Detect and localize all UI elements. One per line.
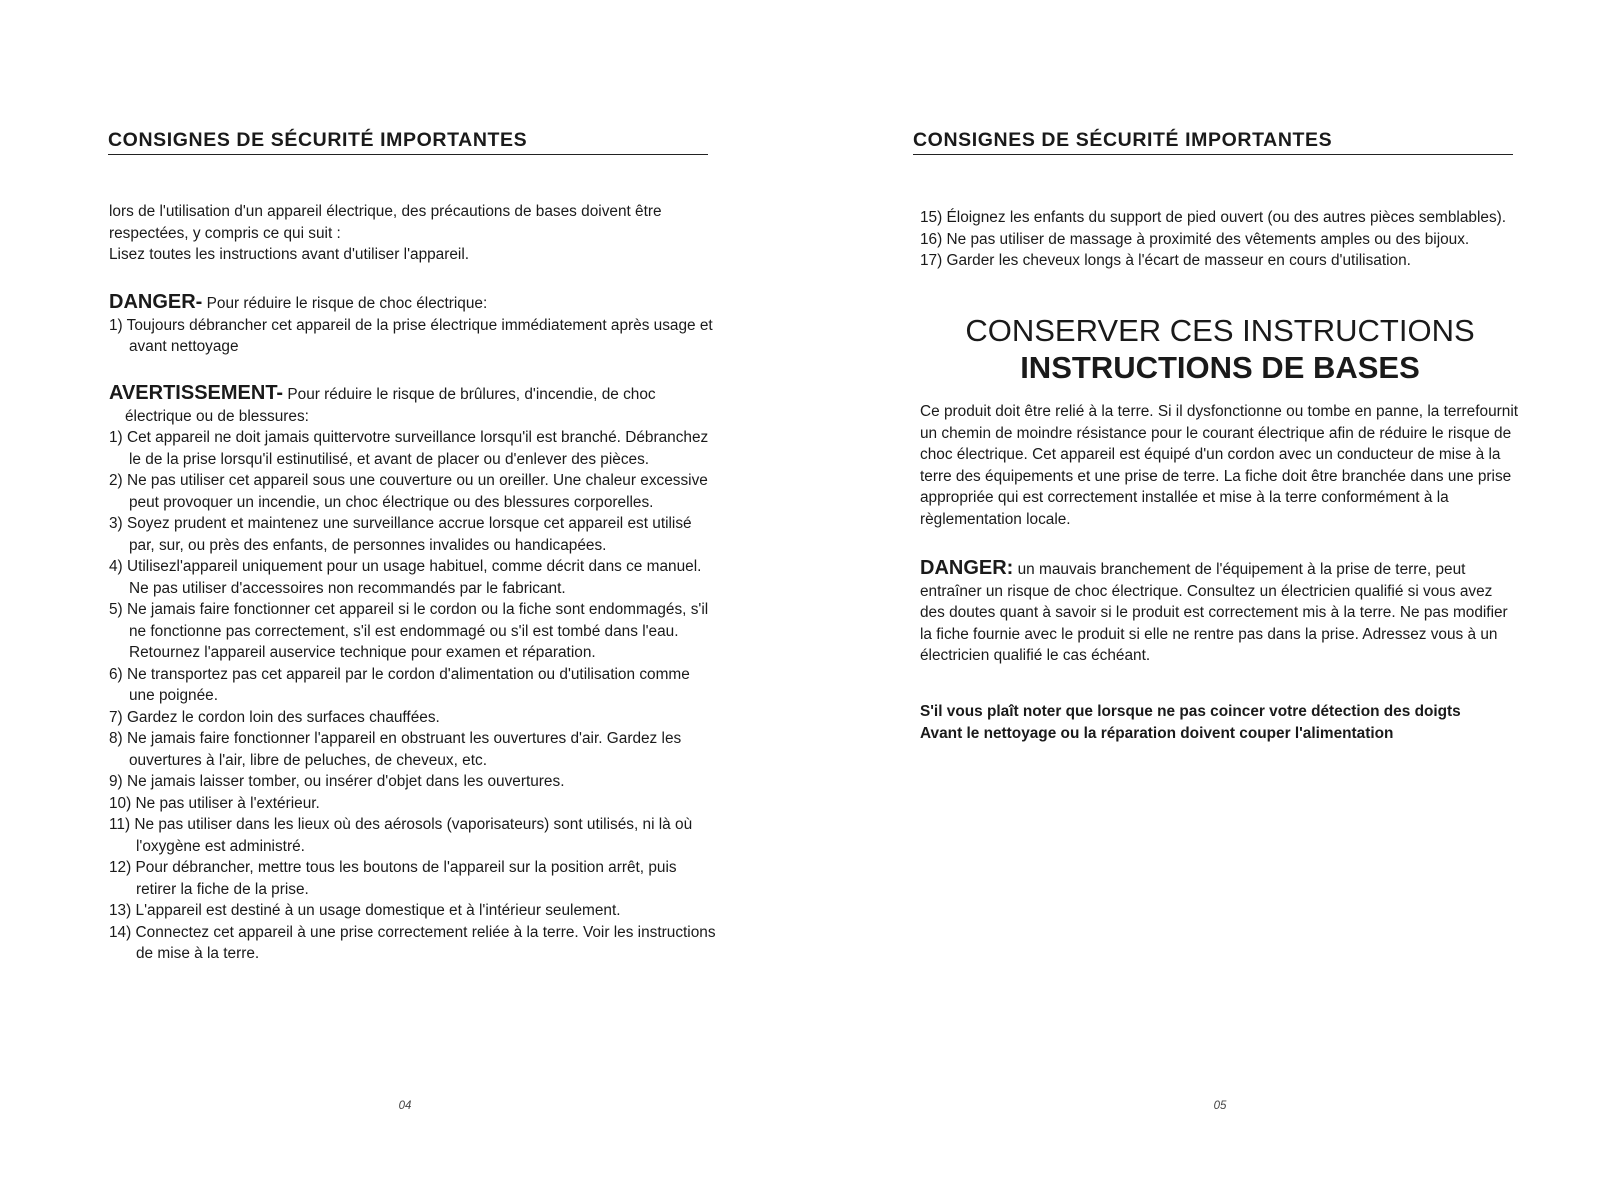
danger-label: DANGER- [109, 291, 203, 313]
warning-item: 1) Cet appareil ne doit jamais quittervotre surveillance lorsqu'il est branché. Débranchez le de la prise lorsqu'il estinutilisé, et avant de placer ou d'enlever des pièces. [109, 429, 709, 468]
warning-text: Pour réduire le risque de brûlures, d'incendie, de choc électrique ou de blessures: [125, 386, 656, 425]
warning-item: 8) Ne jamais faire fonctionner l'appareil en obstruant les ouvertures d'air. Gardez les ouvertures à l'air, libre de peluches, de cheveux, etc. [109, 730, 682, 769]
page-right [808, 0, 1616, 1192]
warning-item: 14) Connectez cet appareil à une prise correctement reliée à la terre. Voir les instructions de mise à la terre. [109, 923, 716, 962]
danger-section [920, 558, 1520, 667]
continued-list [920, 207, 1520, 272]
list-item: 17) Garder les cheveux longs à l'écart de masseur en cours d'utilisation. [920, 252, 1411, 269]
danger-label: DANGER: [920, 557, 1014, 579]
warning-item: 4) Utilisezl'appareil uniquement pour un usage habituel, comme décrit dans ce manuel. Ne pas utiliser d'accessoires non recommandés par le fabricant. [109, 558, 702, 597]
note-section [920, 701, 1520, 744]
grounding-paragraph: Ce produit doit être relié à la terre. Si il dysfonctionne ou tombe en panne, la terrefournit un chemin de moindre résistance pour le courant électrique afin de réduire le risque de choc électrique. Cet appareil est équipé d'un cordon avec un conducteur de mise à la terre des équipements et une prise de terre. La fiche doit être branchée dans une prise appropriée qui est correctement installée et mise à la terre conformément à la règlementation locale. [920, 403, 1519, 528]
danger-section [109, 292, 719, 358]
warning-label: AVERTISSEMENT- [109, 382, 284, 404]
page-header: CONSIGNES DE SÉCURITÉ IMPORTANTES [913, 128, 1513, 155]
warning-item: 11) Ne pas utiliser dans les lieux où des aérosols (vaporisateurs) sont utilisés, ni là où l'oxygène est administré. [109, 816, 693, 855]
warning-item: 7) Gardez le cordon loin des surfaces chauffées. [109, 708, 440, 726]
warning-item: 2) Ne pas utiliser cet appareil sous une couverture ou un oreiller. Une chaleur excessive peut provoquer un incendie, un choc électrique ou des blessures corporelles. [109, 472, 708, 511]
warning-item: 5) Ne jamais faire fonctionner cet appareil si le cordon ou la fiche sont endommagés, s'il ne fonctionne pas correctement, s'il est endommagé ou s'il est tombé dans l'eau. Retournez l'appareil auservice technique pour examen et réparation. [109, 601, 709, 661]
danger-item: 1) Toujours débrancher cet appareil de la prise électrique immédiatement après usage et avant nettoyage [109, 316, 713, 355]
list-item: 16) Ne pas utiliser de massage à proximité des vêtements amples ou des bijoux. [920, 230, 1470, 248]
title-basic-instructions: INSTRUCTIONS DE BASES [1020, 350, 1420, 385]
bold-note: S'il vous plaît noter que lorsque ne pas coincer votre détection des doigts Avant le nettoyage ou la réparation doivent couper l'alimentation [920, 703, 1461, 742]
title-keep-instructions: CONSERVER CES INSTRUCTIONS [965, 313, 1475, 348]
intro-text [109, 201, 719, 266]
page-number: 04 [398, 1100, 412, 1112]
page-number: 05 [1213, 1100, 1227, 1112]
warning-section [109, 383, 719, 965]
warning-item: 6) Ne transportez pas cet appareil par le cordon d'alimentation ou d'utilisation comme une poignée. [109, 665, 690, 704]
danger-text: Pour réduire le risque de choc électrique: [202, 295, 488, 312]
warning-item: 3) Soyez prudent et maintenez une surveillance accrue lorsque cet appareil est utilisé par, sur, ou près des enfants, de personnes invalides ou handicapées. [109, 515, 692, 554]
page-header: CONSIGNES DE SÉCURITÉ IMPORTANTES [108, 128, 708, 155]
warning-item: 9) Ne jamais laisser tomber, ou insérer d'objet dans les ouvertures. [109, 773, 565, 790]
list-item: 15) Éloignez les enfants du support de pied ouvert (ou des autres pièces semblables). [920, 209, 1507, 226]
danger-text: un mauvais branchement de l'équipement à la prise de terre, peut entraîner un risque de choc électrique. Consultez un électricien qualifié si vous avez des doutes quant à savoir si le produit est correctement mis à la terre. Ne pas modifier la fiche fournie avec le produit si elle ne rentre pas dans la prise. Adressez vous à un électricien qualifié le cas échéant. [920, 561, 1508, 664]
warning-item: 12) Pour débrancher, mettre tous les boutons de l'appareil sur la position arrêt, puis retirer la fiche de la prise. [109, 859, 677, 898]
grounding-section [920, 401, 1520, 530]
intro-paragraph: lors de l'utilisation d'un appareil électrique, des précautions de bases doivent être respectées, y compris ce qui suit : Lisez toutes les instructions avant d'utiliser l'appareil. [109, 203, 662, 263]
warning-item: 10) Ne pas utiliser à l'extérieur. [109, 794, 320, 812]
warning-item: 13) L'appareil est destiné à un usage domestique et à l'intérieur seulement. [109, 902, 621, 919]
